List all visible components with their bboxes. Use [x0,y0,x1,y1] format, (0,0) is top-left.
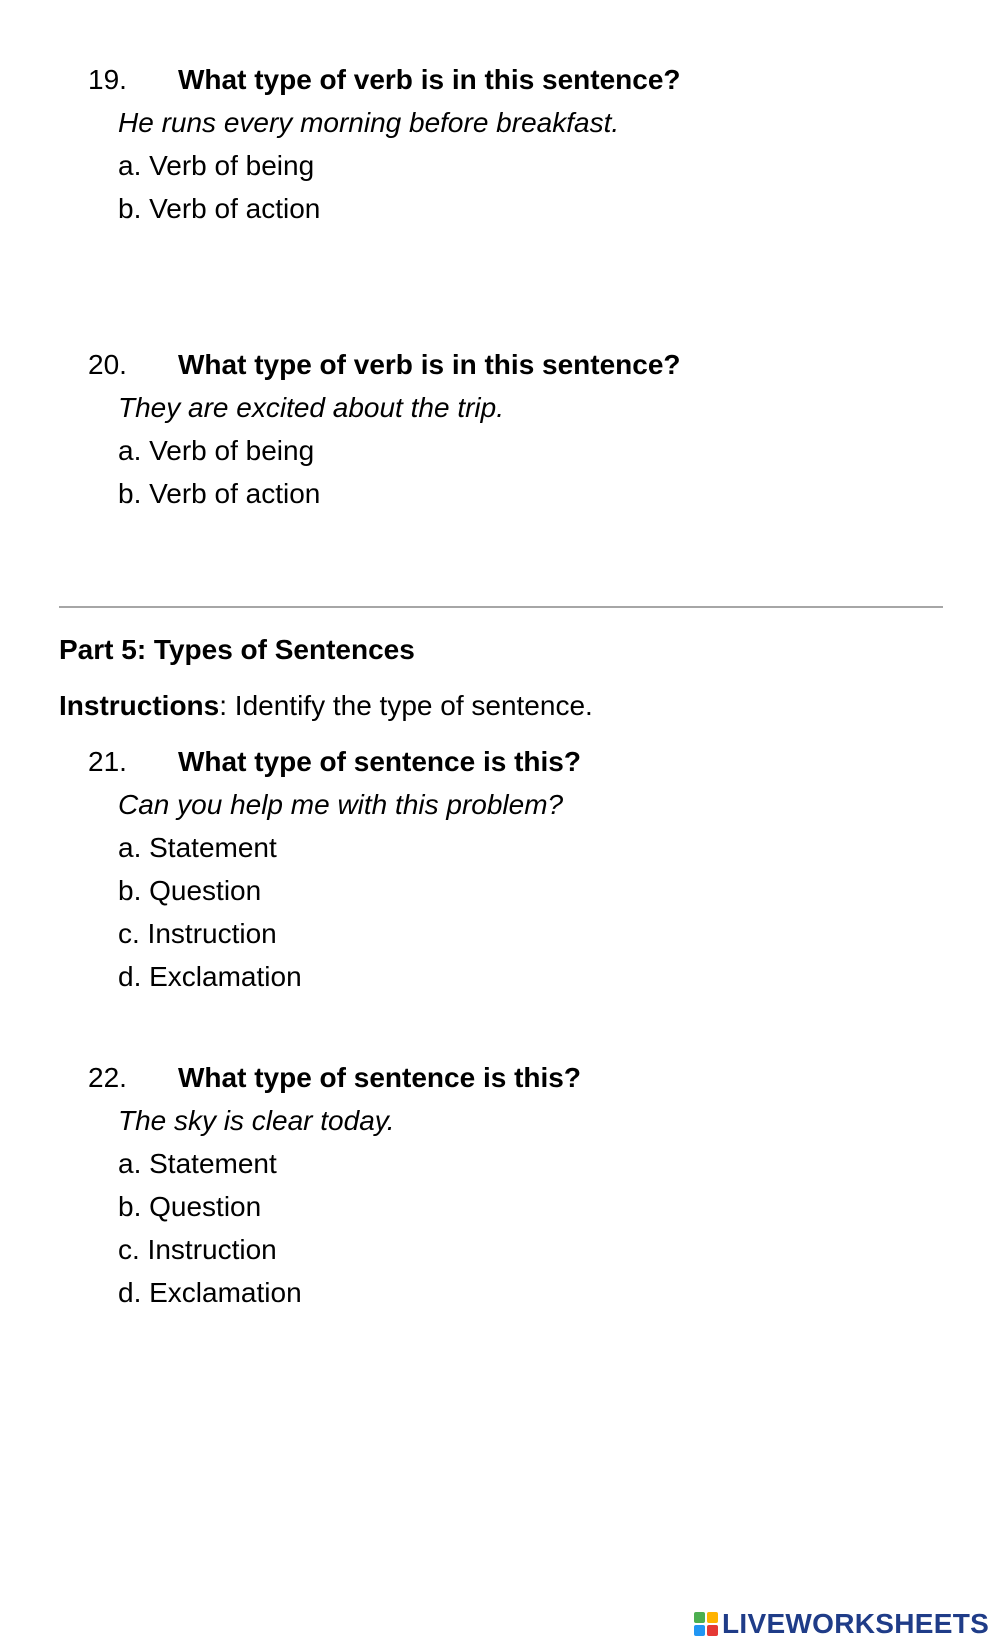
question-header [88,60,681,100]
example-sentence: The sky is clear today. [118,1105,395,1136]
brand-name: LIVEWORKSHEETS [722,1608,990,1639]
question-number: 20. [88,349,127,380]
answer-option-c[interactable]: c. Instruction [118,918,277,949]
answer-option-b[interactable]: b. Question [118,875,262,906]
question-header [88,1058,581,1098]
answer-option-b[interactable]: b. Verb of action [118,478,321,509]
question-number: 21. [88,746,127,777]
instructions-text: : Identify the type of sentence. [219,690,593,721]
answer-option-b[interactable]: b. Verb of action [118,193,321,224]
question-text: What type of verb is in this sentence? [178,349,681,380]
part-title: Part 5: Types of Sentences [59,634,415,665]
answer-option-c[interactable]: c. Instruction [118,1234,277,1265]
answer-option-a[interactable]: a. Statement [118,832,277,863]
question-header [88,742,581,782]
logo-cell-3 [694,1625,705,1636]
answer-option-a[interactable]: a. Verb of being [118,150,315,181]
answer-option-a[interactable]: a. Statement [118,1148,277,1179]
liveworksheets-logo [694,1608,989,1640]
answer-option-d[interactable]: d. Exclamation [118,1277,302,1308]
question-number: 19. [88,64,127,95]
question-text: What type of verb is in this sentence? [178,64,681,95]
question-text: What type of sentence is this? [178,1062,581,1093]
example-sentence: He runs every morning before breakfast. [118,107,620,138]
question-number: 22. [88,1062,127,1093]
answer-option-d[interactable]: d. Exclamation [118,961,302,992]
question-header [88,345,681,385]
answer-option-b[interactable]: b. Question [118,1191,262,1222]
logo-cell-1 [694,1612,705,1623]
example-sentence: They are excited about the trip. [118,392,504,423]
instructions [59,686,593,726]
example-sentence: Can you help me with this problem? [118,789,564,820]
logo-cell-4 [707,1625,718,1636]
liveworksheets-logo-icon [694,1612,718,1636]
logo-cell-2 [707,1612,718,1623]
section-divider [59,606,943,608]
answer-option-a[interactable]: a. Verb of being [118,435,315,466]
question-text: What type of sentence is this? [178,746,581,777]
instructions-label: Instructions [59,690,220,721]
